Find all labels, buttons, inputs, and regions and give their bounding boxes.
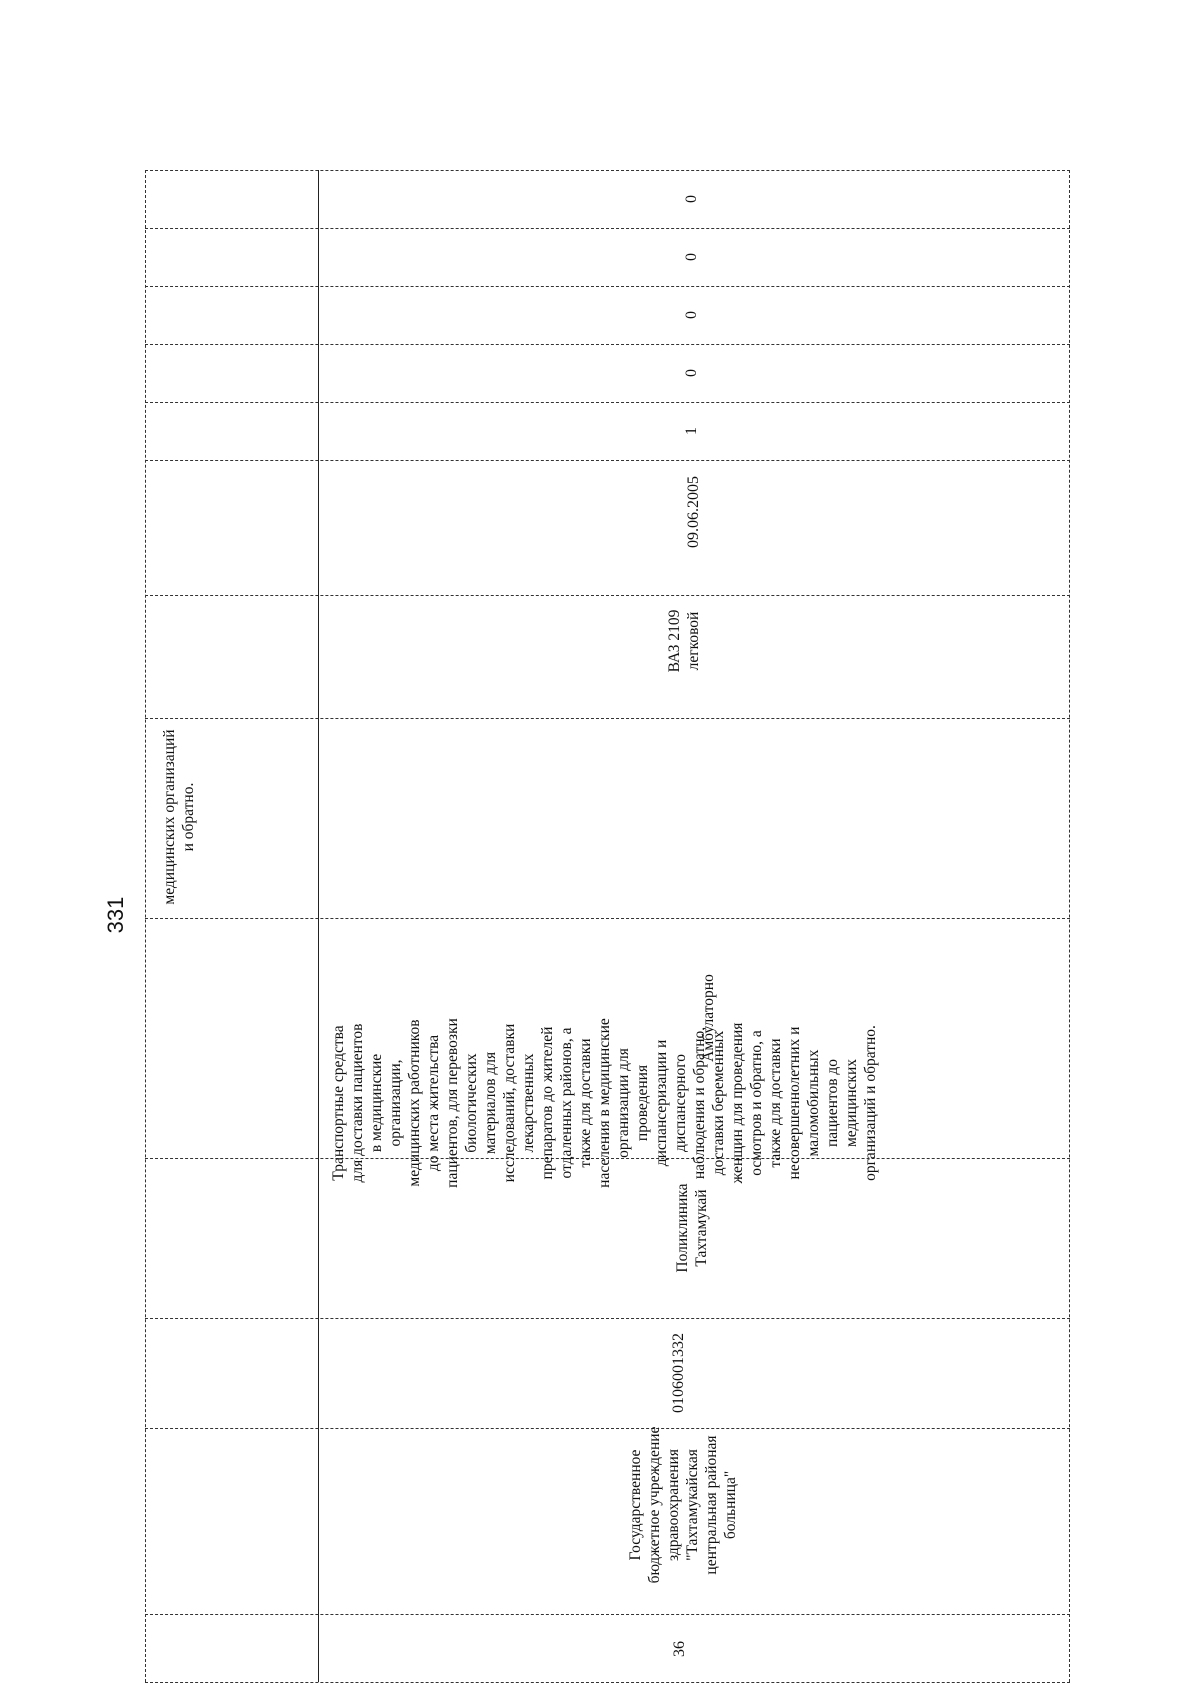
- value-cell: 0: [682, 195, 700, 203]
- row-border: [145, 170, 1070, 171]
- row-border: [145, 718, 1070, 719]
- row-border: [145, 286, 1070, 287]
- care-type: Амбулаторно: [699, 974, 717, 1062]
- vehicle-model: ВАЗ 2109 легковой: [666, 609, 702, 673]
- row-border: [145, 1682, 1070, 1683]
- organization-code: 0106001332: [669, 1333, 687, 1413]
- value-cell: 0: [682, 253, 700, 261]
- row-border: [145, 918, 1070, 919]
- value-cell: 1: [682, 427, 700, 435]
- registration-date: 09.06.2005: [684, 476, 702, 548]
- value-cell: 0: [682, 311, 700, 319]
- row-border: [145, 344, 1070, 345]
- row-number: 36: [670, 1641, 688, 1657]
- row-border: [145, 1318, 1070, 1319]
- table-right-border: [1069, 170, 1070, 1682]
- page-number: 331: [103, 896, 128, 934]
- row-border: [145, 1614, 1070, 1615]
- row-border: [145, 228, 1070, 229]
- table-left-border: [145, 170, 146, 1682]
- row-border: [145, 402, 1070, 403]
- continuation-text: медицинских организаций и обратно.: [161, 729, 197, 905]
- value-cell: 0: [682, 369, 700, 377]
- row-border: [145, 595, 1070, 596]
- unit-name: Поликлиника Тахтамукай: [674, 1183, 710, 1273]
- vehicle-purpose: Транспортные средства для доставки пациентов в медицинские организации, медицинских работников до места жительства пациентов, для перевозки биологических материалов для исследований, доставки лекарственных препаратов до жителей отдаленных районов, а также для доставки населения в медицинские организации для проведения диспансеризации и диспансерного наблюдения и обратно, доставки беременных женщин для проведения осмотров и обратно, а также для доставки несовершеннолетних и маломобильных пациентов до медицинских организаций и обратно.: [329, 1018, 879, 1188]
- row-border: [145, 460, 1070, 461]
- organization-name: Государственное бюджетное учреждение здравоохранения "Тахтамукайская центральная районая больница": [627, 1426, 739, 1584]
- column-separator: [318, 170, 319, 1682]
